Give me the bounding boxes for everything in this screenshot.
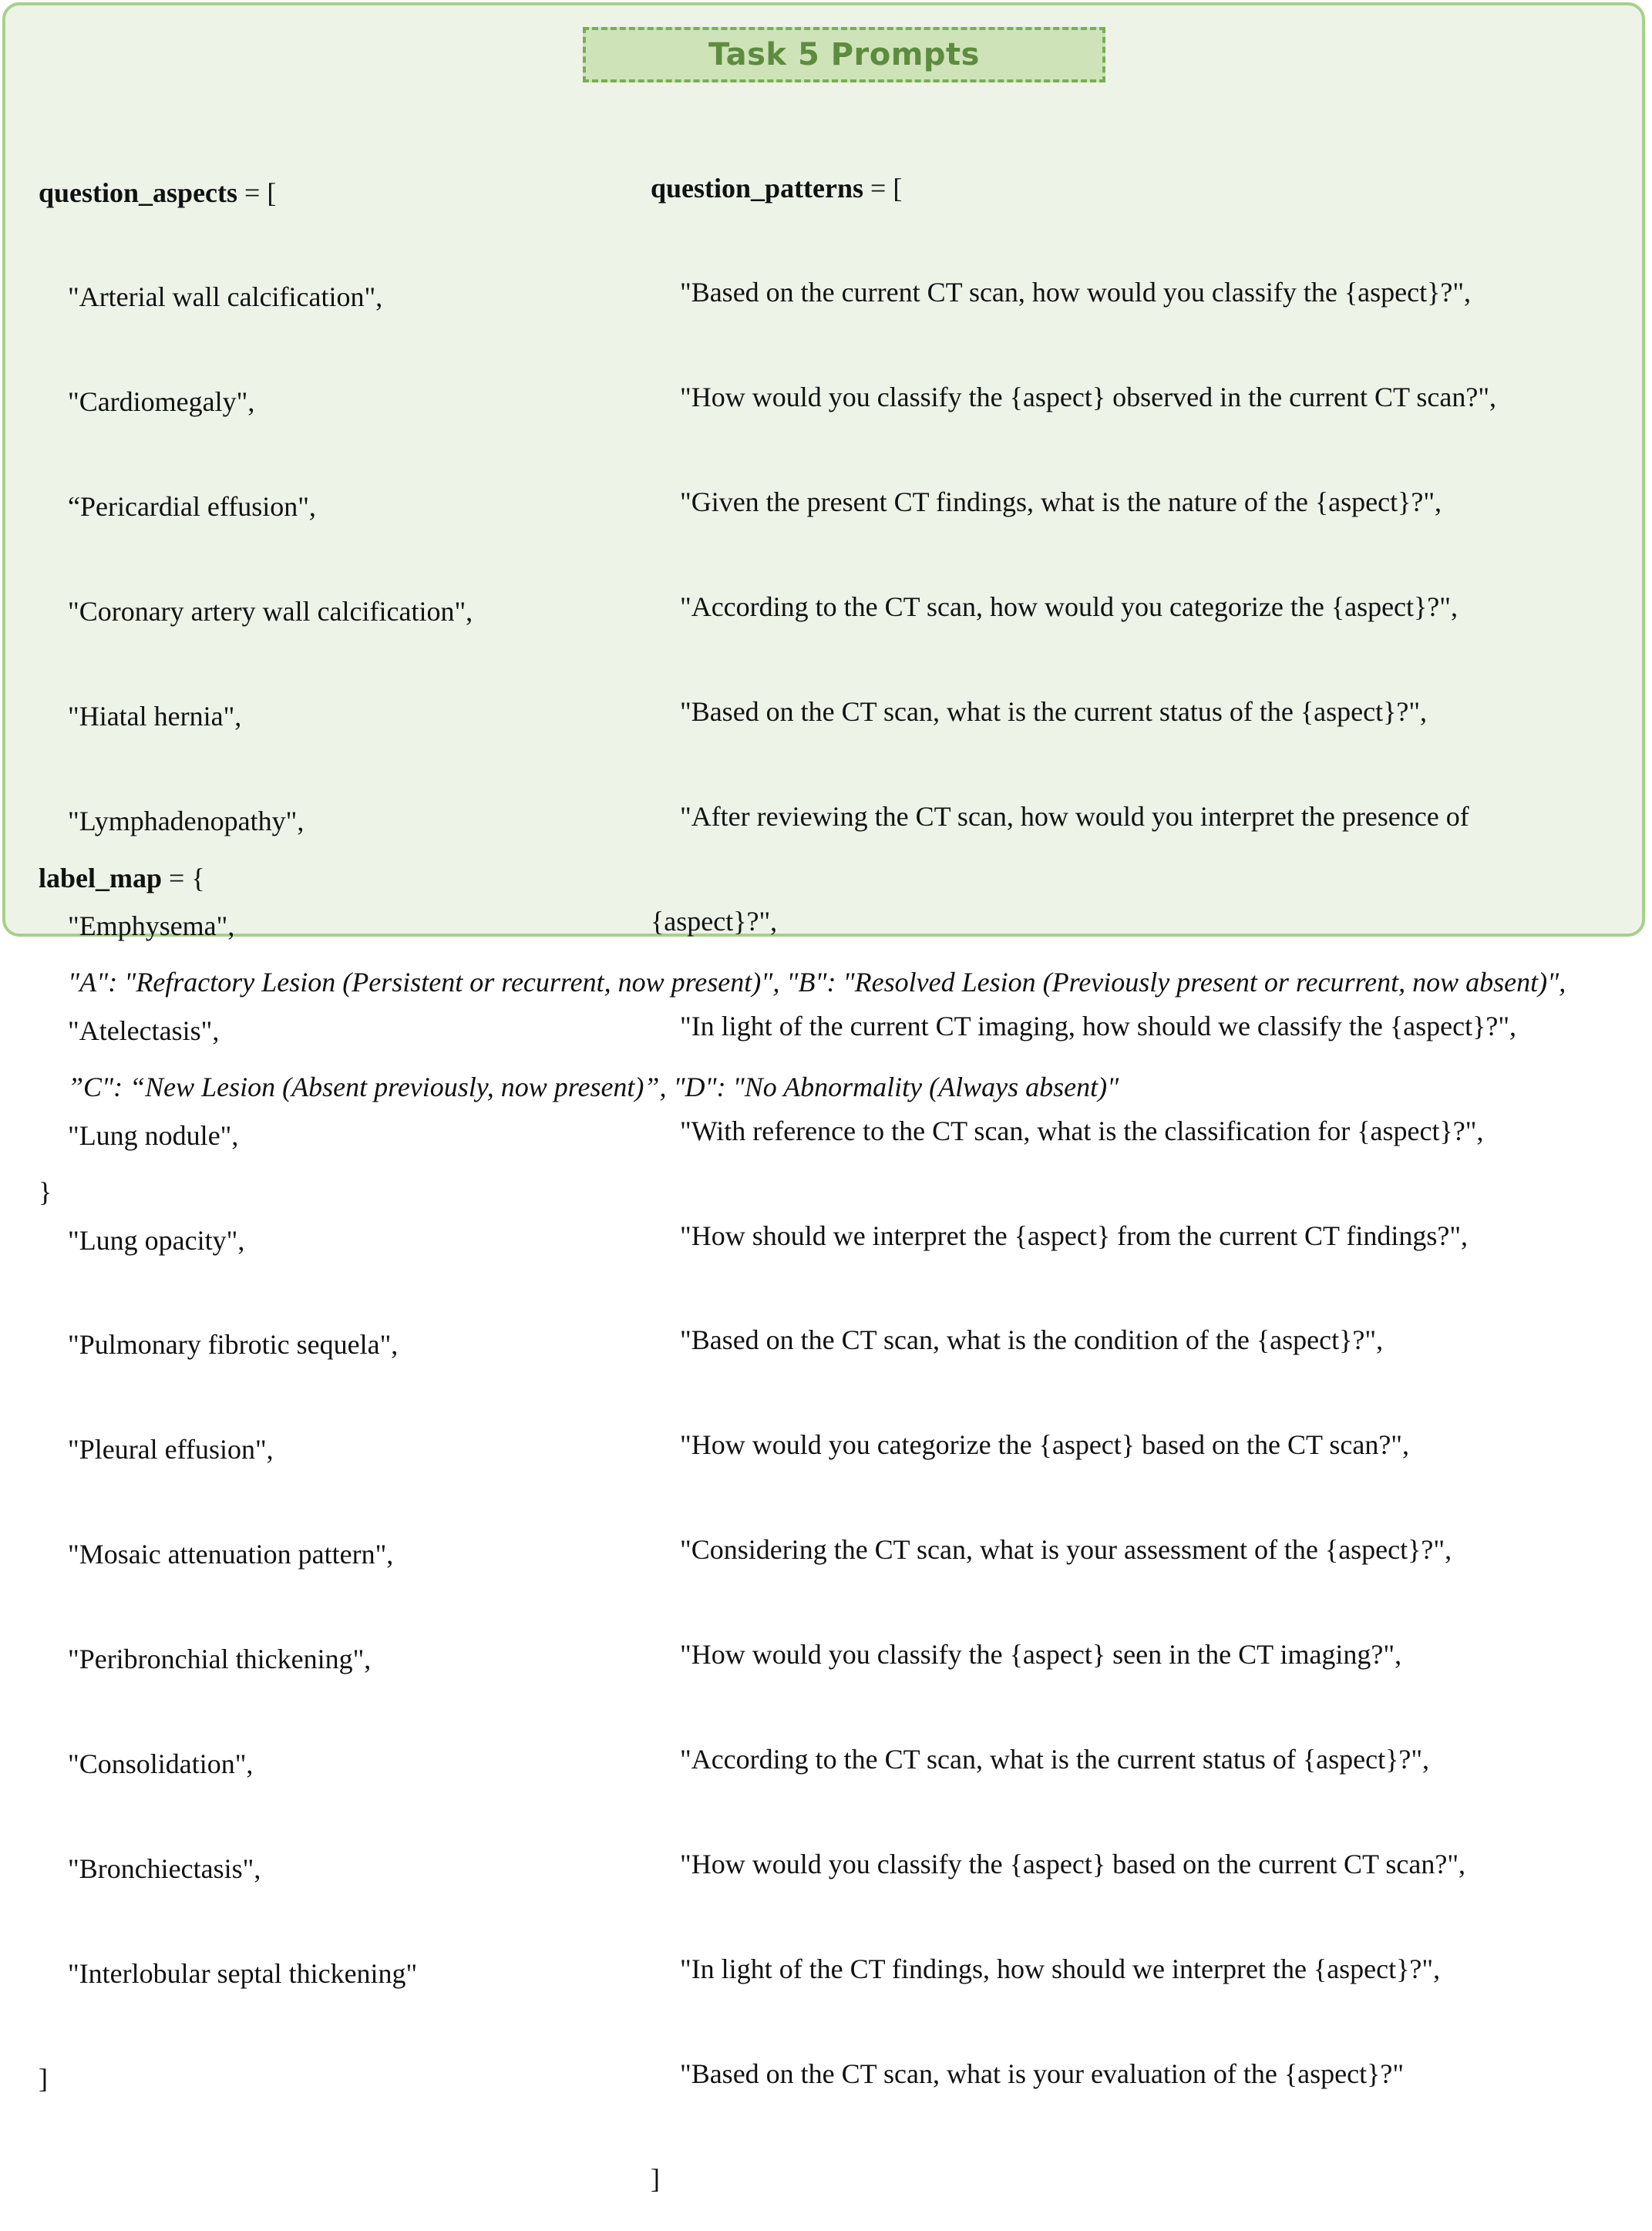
aspect-item: "Atelectasis",: [68, 1015, 220, 1046]
pattern-item: "Based on the CT scan, what is the condition of the {aspect}?",: [680, 1324, 1384, 1356]
aspect-item: "Emphysema",: [68, 910, 235, 941]
question-aspects-name: question_aspects: [39, 177, 238, 208]
aspect-item: "Peribronchial thickening",: [68, 1644, 372, 1675]
pattern-item: "After reviewing the CT scan, how would you interpret the presence of: [680, 800, 1469, 832]
pattern-item: "Considering the CT scan, what is your assessment of the {aspect}?",: [680, 1534, 1452, 1566]
pattern-item: "How should we interpret the {aspect} from the current CT findings?",: [680, 1220, 1469, 1251]
pattern-item: "Given the present CT findings, what is the nature of the {aspect}?",: [680, 486, 1442, 518]
aspect-item: "Coronary artery wall calcification",: [68, 596, 473, 628]
pattern-item: "Based on the CT scan, what is the current status of the {aspect}?",: [680, 696, 1428, 728]
aspect-item: "Pulmonary fibrotic sequela",: [68, 1329, 399, 1361]
question-aspects-open: = [: [237, 177, 277, 208]
question-aspects-header: [39, 176, 473, 210]
aspect-item: "Arterial wall calcification",: [68, 281, 383, 313]
panel-title: Task 5 Prompts: [708, 37, 980, 72]
pattern-item: "How would you classify the {aspect} observed in the current CT scan?",: [680, 382, 1497, 413]
question-patterns-header: [651, 171, 1516, 206]
aspect-item: “Pericardial effusion",: [68, 491, 316, 523]
pattern-item: "In light of the CT findings, how should we interpret the {aspect}?",: [680, 1953, 1441, 1984]
aspect-item: "Lymphadenopathy",: [68, 805, 304, 836]
label-map-line: ”C": “New Lesion (Absent previously, now present)”, "D": "No Abnormality (Always absent)": [68, 1072, 1119, 1103]
pattern-item: "With reference to the CT scan, what is the classification for {aspect}?",: [680, 1115, 1484, 1146]
pattern-item: "How would you classify the {aspect} seen in the CT imaging?",: [680, 1639, 1402, 1671]
label-map-close: }: [39, 1176, 52, 1208]
question-aspects-close: ]: [39, 2062, 48, 2094]
pattern-item: "How would you categorize the {aspect} based on the CT scan?",: [680, 1429, 1410, 1461]
aspect-item: "Pleural effusion",: [68, 1434, 274, 1465]
pattern-item: "In light of the current CT imaging, how should we classify the {aspect}?",: [680, 1010, 1517, 1041]
label-map-name: label_map: [39, 862, 163, 893]
label-map-line: "A": "Refractory Lesion (Persistent or recurrent, now present)", "B": "Resolved Lesion (Previously present or recurrent, now absent)",: [68, 967, 1566, 998]
aspect-item: "Consolidation",: [68, 1748, 254, 1779]
aspect-item: "Lung nodule",: [68, 1119, 239, 1151]
aspect-item: "Mosaic attenuation pattern",: [68, 1539, 394, 1570]
aspect-item: "Interlobular septal thickening": [68, 1957, 418, 1989]
pattern-item: "According to the CT scan, what is the current status of {aspect}?",: [680, 1743, 1430, 1775]
aspect-item: "Bronchiectasis",: [68, 1852, 261, 1884]
label-map-open: = {: [162, 862, 205, 893]
label-map-block: [39, 791, 1566, 1245]
pattern-item: "Based on the CT scan, what is your evaluation of the {aspect}?": [680, 2058, 1405, 2089]
aspect-item: "Hiatal hernia",: [68, 701, 242, 732]
label-map-header: [39, 861, 1566, 896]
pattern-item: "How would you classify the {aspect} based on the current CT scan?",: [680, 1848, 1466, 1879]
question-patterns-name: question_patterns: [651, 172, 864, 204]
pattern-item: "Based on the current CT scan, how would you classify the {aspect}?",: [680, 277, 1472, 308]
question-patterns-open: = [: [863, 172, 903, 204]
title-box: [583, 27, 1105, 82]
pattern-item: "According to the CT scan, how would you categorize the {aspect}?",: [680, 591, 1458, 623]
pattern-item-continuation: {aspect}?",: [651, 905, 778, 937]
question-patterns-close: ]: [651, 2162, 660, 2194]
aspect-item: "Cardiomegaly",: [68, 386, 255, 418]
aspect-item: "Lung opacity",: [68, 1224, 245, 1256]
